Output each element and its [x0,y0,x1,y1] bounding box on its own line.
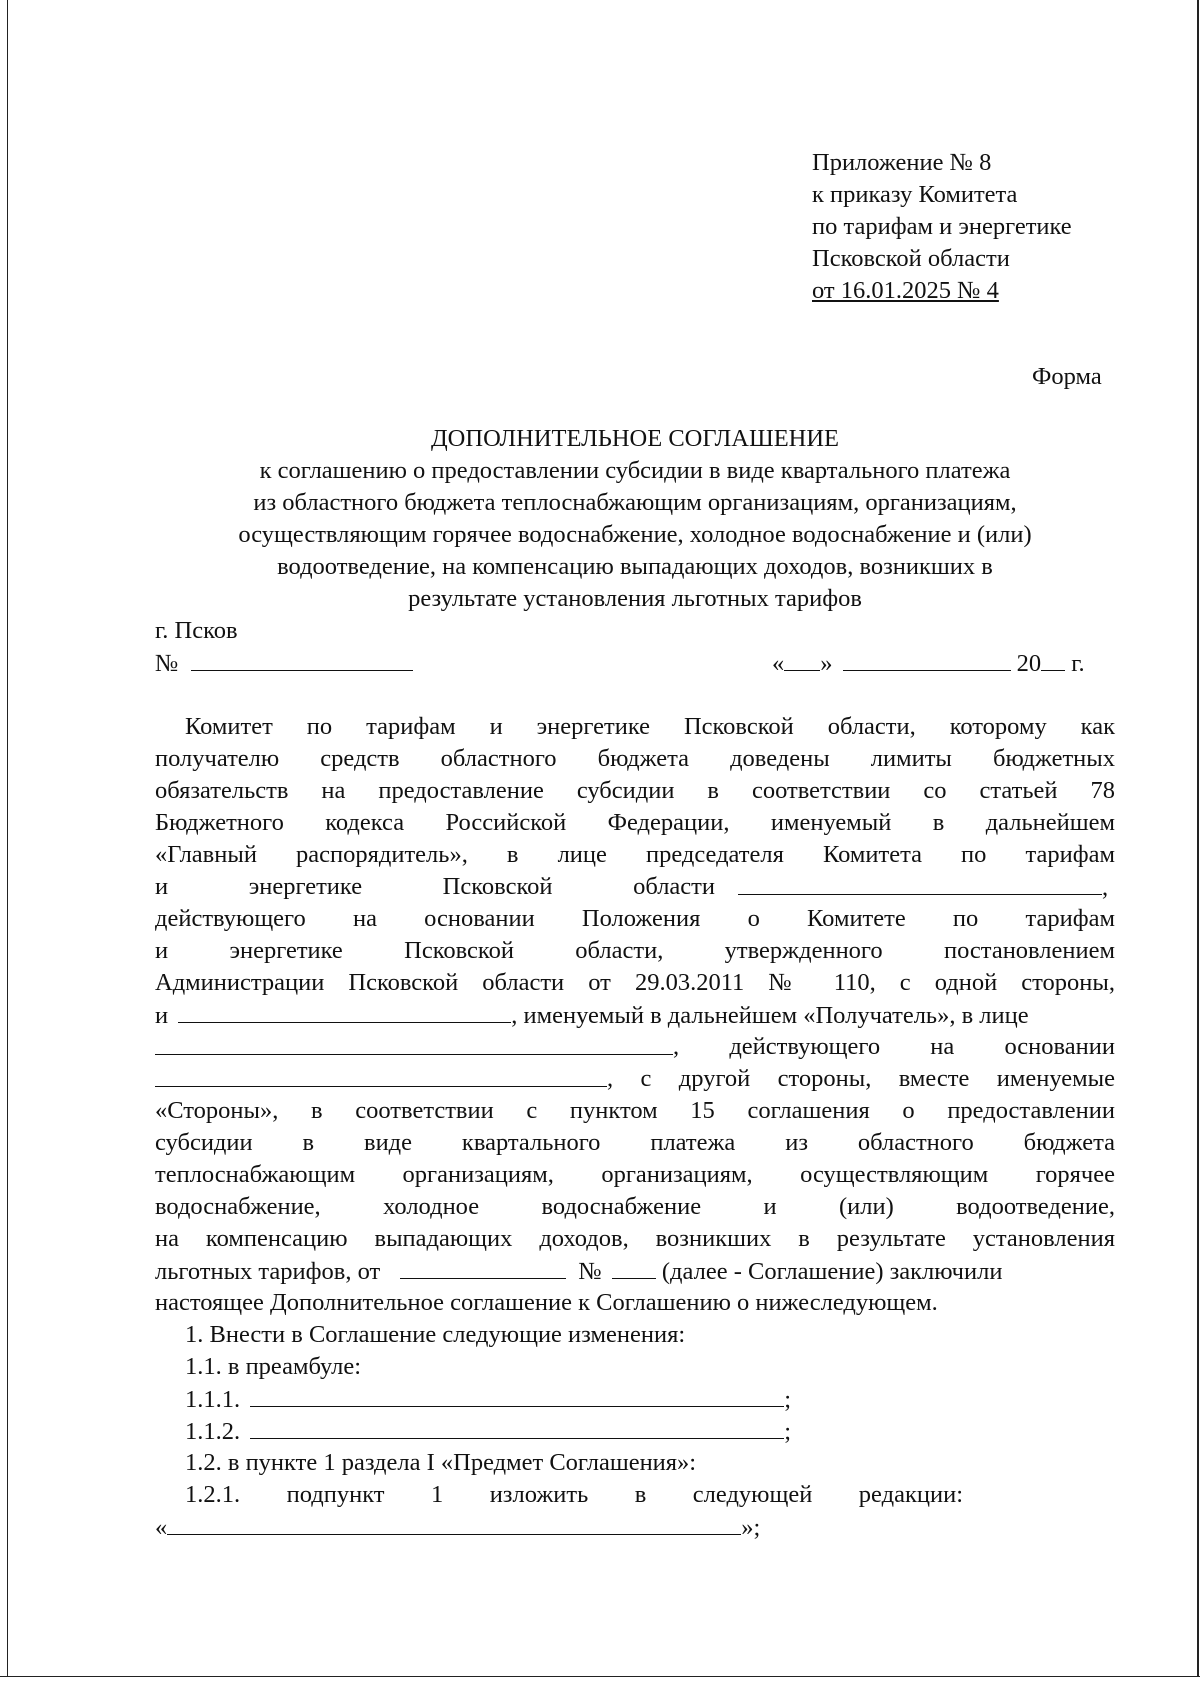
appendix-order-date: от 16.01.2025 № 4 [812,277,999,304]
body-line-18-number: № [578,1258,602,1285]
agreement-date-blank [400,1256,566,1279]
place: г. Псков [155,617,238,644]
body-line-12b: , с другой стороны, вместе именуемые [607,1065,1115,1092]
body-line-18-end: (далее - Соглашение) заключили [661,1258,1003,1285]
body-line-14: субсидии в виде квартального платежа из областного бюджета [155,1129,1115,1156]
body-line-6b [738,872,1108,903]
basis-blank [155,1064,607,1087]
item-1-1-1-number: 1.1.1. [185,1386,241,1413]
item-1-2: 1.2. в пункте 1 раздела I «Предмет Соглашения»: [185,1449,697,1476]
body-line-13: «Стороны», в соответствии с пунктом 15 соглашения о предоставлении [155,1097,1115,1124]
body-line-18-start: льготных тарифов, от [155,1258,381,1285]
date-suffix: г. [1065,650,1085,677]
title-line-4: водоотведение, на компенсацию выпадающих доходов, возникших в [277,553,993,580]
title-line-3: осуществляющим горячее водоснабжение, холодное водоснабжение и (или) [238,521,1032,548]
title-line-5: результате установления льготных тарифов [408,585,862,612]
body-line-10 [155,1000,1029,1031]
body-line-9: Администрации Псковской области от 29.03.2011 № 110, с одной стороны, [155,969,1115,996]
date-quote-open: « [772,650,785,677]
item-1-1-2-blank [250,1416,784,1439]
quote-open: « [155,1514,168,1541]
title-line-2: из областного бюджета теплоснабжающим организациям, организациям, [253,489,1017,516]
form-label: Форма [1032,363,1102,390]
recipient-blank [178,1000,511,1023]
number-blank [191,648,413,671]
day-blank [784,648,820,671]
agreement-number [155,648,413,679]
body-line-2: получателю средств областного бюджета доведены лимиты бюджетных [155,745,1115,772]
title-line-1: к соглашению о предоставлении субсидии в виде квартального платежа [259,457,1011,484]
appendix-line-4: Псковской области [812,245,1010,272]
month-blank [843,648,1011,671]
item-1-2-1-text [155,1512,760,1543]
body-line-11b: , действующего на основании [673,1033,1115,1060]
body-line-18 [155,1256,1002,1287]
chairman-name-blank [738,872,1102,895]
date-quote-close: » [820,650,833,677]
item-1-1-1 [185,1384,791,1415]
body-line-6-comma: , [1102,874,1109,901]
body-line-1: Комитет по тарифам и энергетике Псковской области, которому как [185,713,1115,740]
page-border-left [7,0,8,1676]
agreement-date [772,648,1085,679]
number-label: № [155,650,179,677]
body-line-11a [155,1032,673,1063]
appendix-line-1: Приложение № 8 [812,149,992,176]
body-line-16: водоснабжение, холодное водоснабжение и (или) водоотведение, [155,1193,1115,1220]
item-1-1-2-semicolon: ; [784,1418,792,1445]
new-wording-blank [167,1512,741,1535]
item-1-1-2 [185,1416,791,1447]
body-line-6a: и энергетике Псковской области [155,873,715,900]
page-border-right [1197,0,1199,1676]
appendix-line-2: к приказу Комитета [812,181,1018,208]
body-line-12a [155,1064,607,1095]
body-line-19: настоящее Дополнительное соглашение к Соглашению о нижеследующем. [155,1289,938,1316]
body-line-10-and: и [155,1002,169,1029]
body-line-17: на компенсацию выпадающих доходов, возникших в результате установления [155,1225,1115,1252]
body-line-4: Бюджетного кодекса Российской Федерации, именуемый в дальнейшем [155,809,1115,836]
body-line-3: обязательств на предоставление субсидии в соответствии со статьей 78 [155,777,1115,804]
body-line-15: теплоснабжающим организациям, организациям, осуществляющим горячее [155,1161,1115,1188]
body-line-7: действующего на основании Положения о Комитете по тарифам [155,905,1115,932]
item-1-1-1-semicolon: ; [784,1386,792,1413]
body-line-5: «Главный распорядитель», в лице председателя Комитета по тарифам [155,841,1115,868]
item-1-2-1: 1.2.1. подпункт 1 изложить в следующей редакции: [185,1481,963,1508]
page-border-bottom [0,1676,1200,1677]
agreement-number-blank [612,1256,656,1279]
quote-close: »; [741,1514,761,1541]
item-1-1-2-number: 1.1.2. [185,1418,241,1445]
body-line-8: и энергетике Псковской области, утвержденного постановлением [155,937,1115,964]
date-year: 20 [1016,650,1042,677]
body-line-10-text: , именуемый в дальнейшем «Получатель», в лице [511,1002,1029,1029]
representative-blank [155,1032,673,1055]
appendix-line-3: по тарифам и энергетике [812,213,1072,240]
item-1-1-1-blank [250,1384,784,1407]
title-heading: ДОПОЛНИТЕЛЬНОЕ СОГЛАШЕНИЕ [430,425,840,452]
item-1-1: 1.1. в преамбуле: [185,1353,362,1380]
year-blank [1041,648,1065,671]
item-1: 1. Внести в Соглашение следующие изменения: [185,1321,686,1348]
